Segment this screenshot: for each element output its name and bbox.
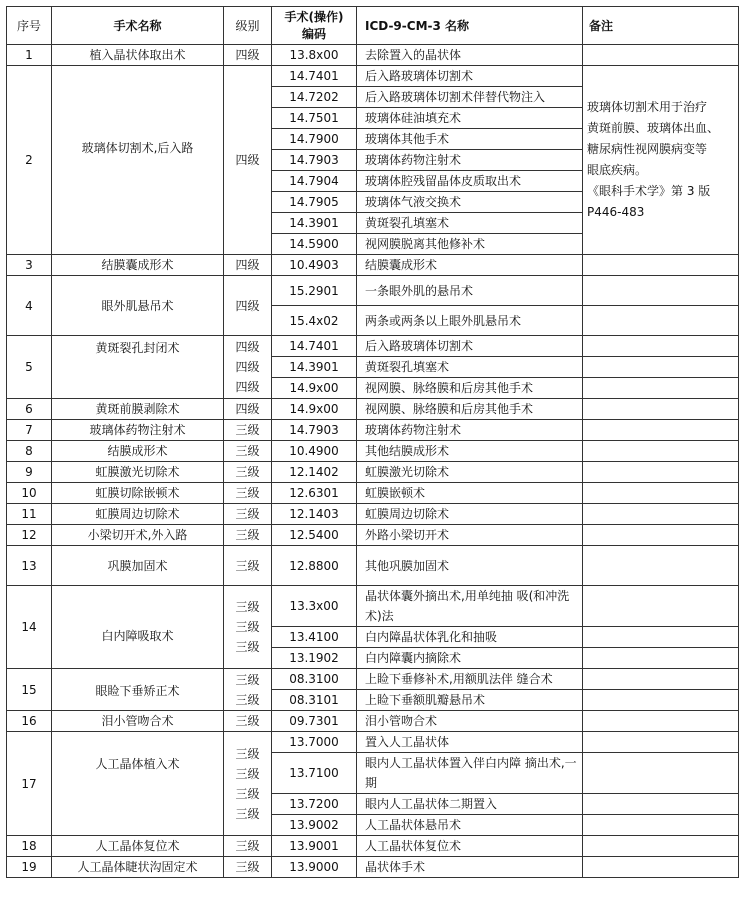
cell-level bbox=[224, 399, 272, 420]
cell-no: 17 bbox=[7, 732, 52, 836]
cell-surgery-name: 眼睑下垂矫正术 bbox=[52, 669, 224, 711]
cell-icd-name: 人工晶状体悬吊术 bbox=[357, 815, 583, 836]
cell-surgery-name: 虹膜切除嵌顿术 bbox=[52, 483, 224, 504]
cell-no: 16 bbox=[7, 711, 52, 732]
cell-note-empty bbox=[583, 276, 739, 306]
table-row bbox=[7, 857, 739, 878]
cell-note-empty bbox=[583, 753, 739, 794]
cell-icd-name: 人工晶状体复位术 bbox=[357, 836, 583, 857]
cell-surgery-name: 玻璃体药物注射术 bbox=[52, 420, 224, 441]
cell-note-empty bbox=[583, 815, 739, 836]
header-level: 级别 bbox=[224, 7, 272, 45]
header-icd: ICD-9-CM-3 名称 bbox=[357, 7, 583, 45]
cell-note-empty bbox=[583, 357, 739, 378]
level-text: 三级 bbox=[235, 692, 260, 707]
cell-surgery-name: 白内障吸取术 bbox=[52, 586, 224, 669]
cell-note-empty bbox=[583, 45, 739, 66]
cell-icd-name: 外路小梁切开术 bbox=[357, 525, 583, 546]
cell-surgery-name: 人工晶体复位术 bbox=[52, 836, 224, 857]
cell-code: 12.1402 bbox=[272, 462, 357, 483]
note-line: 眼底疾病。 bbox=[587, 163, 648, 177]
cell-no: 5 bbox=[7, 336, 52, 399]
cell-surgery-name: 黄斑裂孔封闭术 bbox=[52, 336, 224, 399]
level-text: 三级 bbox=[235, 465, 260, 479]
cell-icd-name: 视网膜、脉络膜和后房其他手术 bbox=[357, 399, 583, 420]
cell-code: 14.7401 bbox=[272, 336, 357, 357]
cell-icd-name: 白内障晶状体乳化和抽吸 bbox=[357, 627, 583, 648]
cell-note bbox=[583, 66, 739, 255]
level-text: 三级 bbox=[235, 486, 260, 500]
table-row bbox=[7, 255, 739, 276]
table-row bbox=[7, 669, 739, 690]
cell-icd-name: 玻璃体药物注射术 bbox=[357, 150, 583, 171]
level-text: 三级 bbox=[235, 640, 260, 654]
cell-note-empty bbox=[583, 399, 739, 420]
cell-note-empty bbox=[583, 546, 739, 586]
table-row bbox=[7, 732, 739, 753]
cell-note-empty bbox=[583, 648, 739, 669]
cell-code: 14.7903 bbox=[272, 420, 357, 441]
cell-note-empty bbox=[583, 483, 739, 504]
cell-icd-name: 后入路玻璃体切割术 bbox=[357, 66, 583, 87]
table-body bbox=[7, 45, 739, 878]
cell-note-empty bbox=[583, 306, 739, 336]
level-text: 三级 bbox=[235, 714, 260, 728]
header-code-line2: 编码 bbox=[301, 26, 326, 41]
cell-level bbox=[224, 441, 272, 462]
cell-level bbox=[224, 711, 272, 732]
cell-code: 13.3x00 bbox=[272, 586, 357, 627]
cell-no: 2 bbox=[7, 66, 52, 255]
cell-code: 13.7000 bbox=[272, 732, 357, 753]
cell-code: 09.7301 bbox=[272, 711, 357, 732]
cell-level bbox=[224, 732, 272, 836]
cell-note-empty bbox=[583, 504, 739, 525]
cell-note-empty bbox=[583, 378, 739, 399]
cell-code: 13.1902 bbox=[272, 648, 357, 669]
cell-code: 14.3901 bbox=[272, 357, 357, 378]
cell-level bbox=[224, 462, 272, 483]
cell-code: 14.9x00 bbox=[272, 399, 357, 420]
cell-icd-name: 玻璃体硅油填充术 bbox=[357, 108, 583, 129]
table-row bbox=[7, 420, 739, 441]
table-row bbox=[7, 66, 739, 87]
cell-no: 14 bbox=[7, 586, 52, 669]
cell-icd-name: 虹膜周边切除术 bbox=[357, 504, 583, 525]
cell-note-empty bbox=[583, 627, 739, 648]
cell-code: 14.7501 bbox=[272, 108, 357, 129]
cell-surgery-name: 虹膜周边切除术 bbox=[52, 504, 224, 525]
cell-code: 14.7401 bbox=[272, 66, 357, 87]
cell-note-empty bbox=[583, 525, 739, 546]
level-text: 三级 bbox=[235, 806, 260, 821]
cell-icd-name: 晶状体手术 bbox=[357, 857, 583, 878]
cell-note-empty bbox=[583, 462, 739, 483]
level-text: 三级 bbox=[235, 444, 260, 458]
cell-surgery-name: 泪小管吻合术 bbox=[52, 711, 224, 732]
level-text: 三级 bbox=[235, 558, 260, 573]
cell-no: 13 bbox=[7, 546, 52, 586]
level-text: 四级 bbox=[235, 360, 260, 374]
table-row bbox=[7, 483, 739, 504]
cell-code: 14.7904 bbox=[272, 171, 357, 192]
cell-level bbox=[224, 483, 272, 504]
cell-no: 10 bbox=[7, 483, 52, 504]
cell-note-empty bbox=[583, 732, 739, 753]
level-text: 四级 bbox=[235, 380, 260, 394]
level-text: 三级 bbox=[235, 786, 260, 801]
note-line: 糖尿病性视网膜病变等 bbox=[587, 142, 708, 156]
cell-code: 13.9000 bbox=[272, 857, 357, 878]
cell-level bbox=[224, 255, 272, 276]
cell-no: 12 bbox=[7, 525, 52, 546]
cell-code: 13.7200 bbox=[272, 794, 357, 815]
table-row bbox=[7, 399, 739, 420]
cell-surgery-name: 人工晶体睫状沟固定术 bbox=[52, 857, 224, 878]
cell-icd-name: 虹膜激光切除术 bbox=[357, 462, 583, 483]
cell-icd-name: 视网膜脱离其他修补术 bbox=[357, 234, 583, 255]
cell-code: 12.8800 bbox=[272, 546, 357, 586]
cell-icd-name: 白内障囊内摘除术 bbox=[357, 648, 583, 669]
level-text: 三级 bbox=[235, 839, 260, 853]
cell-no: 18 bbox=[7, 836, 52, 857]
cell-icd-name: 后入路玻璃体切割术 bbox=[357, 336, 583, 357]
cell-level bbox=[224, 546, 272, 586]
cell-no: 3 bbox=[7, 255, 52, 276]
table-row bbox=[7, 276, 739, 306]
cell-surgery-name: 结膜成形术 bbox=[52, 441, 224, 462]
cell-icd-name: 置入人工晶状体 bbox=[357, 732, 583, 753]
cell-code: 13.7100 bbox=[272, 753, 357, 794]
cell-note-empty bbox=[583, 836, 739, 857]
cell-code: 13.8x00 bbox=[272, 45, 357, 66]
table-row bbox=[7, 462, 739, 483]
level-text: 三级 bbox=[235, 423, 260, 437]
cell-note-empty bbox=[583, 690, 739, 711]
cell-icd-name: 眼内人工晶状体二期置入 bbox=[357, 794, 583, 815]
cell-icd-name: 结膜囊成形术 bbox=[357, 255, 583, 276]
cell-level bbox=[224, 276, 272, 336]
cell-code: 14.7900 bbox=[272, 129, 357, 150]
cell-icd-name: 泪小管吻合术 bbox=[357, 711, 583, 732]
cell-icd-name: 其他结膜成形术 bbox=[357, 441, 583, 462]
table-row bbox=[7, 546, 739, 586]
cell-level bbox=[224, 525, 272, 546]
cell-note-empty bbox=[583, 669, 739, 690]
cell-code: 15.2901 bbox=[272, 276, 357, 306]
table-row bbox=[7, 836, 739, 857]
cell-surgery-name: 虹膜激光切除术 bbox=[52, 462, 224, 483]
cell-code: 12.5400 bbox=[272, 525, 357, 546]
header-code bbox=[272, 7, 357, 45]
header-name: 手术名称 bbox=[52, 7, 224, 45]
cell-icd-name: 视网膜、脉络膜和后房其他手术 bbox=[357, 378, 583, 399]
cell-code: 08.3101 bbox=[272, 690, 357, 711]
cell-code: 13.9001 bbox=[272, 836, 357, 857]
cell-surgery-name: 小梁切开术,外入路 bbox=[52, 525, 224, 546]
note-line: P446-483 bbox=[587, 205, 645, 219]
cell-code: 10.4900 bbox=[272, 441, 357, 462]
cell-code: 14.7903 bbox=[272, 150, 357, 171]
cell-surgery-name: 黄斑前膜剥除术 bbox=[52, 399, 224, 420]
cell-no: 8 bbox=[7, 441, 52, 462]
cell-note-empty bbox=[583, 857, 739, 878]
level-text: 四级 bbox=[235, 340, 260, 354]
header-code-line1: 手术(操作) bbox=[284, 9, 344, 24]
cell-surgery-name: 结膜囊成形术 bbox=[52, 255, 224, 276]
level-text: 四级 bbox=[235, 48, 260, 62]
level-text: 四级 bbox=[235, 402, 260, 416]
cell-note-empty bbox=[583, 711, 739, 732]
level-text: 四级 bbox=[235, 298, 260, 313]
level-text: 三级 bbox=[235, 620, 260, 634]
cell-level bbox=[224, 336, 272, 399]
cell-no: 6 bbox=[7, 399, 52, 420]
level-text: 四级 bbox=[235, 258, 260, 272]
cell-no: 15 bbox=[7, 669, 52, 711]
cell-note-empty bbox=[583, 586, 739, 627]
cell-no: 11 bbox=[7, 504, 52, 525]
level-text: 三级 bbox=[235, 766, 260, 781]
cell-no: 7 bbox=[7, 420, 52, 441]
note-line: 玻璃体切割术用于治疗 bbox=[587, 100, 708, 114]
cell-code: 14.9x00 bbox=[272, 378, 357, 399]
cell-code: 10.4903 bbox=[272, 255, 357, 276]
cell-no: 19 bbox=[7, 857, 52, 878]
cell-surgery-name: 巩膜加固术 bbox=[52, 546, 224, 586]
level-text: 三级 bbox=[235, 600, 260, 614]
cell-icd-name: 玻璃体腔残留晶体皮质取出术 bbox=[357, 171, 583, 192]
cell-no: 1 bbox=[7, 45, 52, 66]
cell-note-empty bbox=[583, 255, 739, 276]
level-text: 三级 bbox=[235, 860, 260, 874]
cell-level bbox=[224, 586, 272, 669]
level-text: 三级 bbox=[235, 507, 260, 521]
cell-note-empty bbox=[583, 336, 739, 357]
note-line: 黄斑前膜、玻璃体出血、 bbox=[587, 121, 720, 135]
cell-icd-name: 其他巩膜加固术 bbox=[357, 546, 583, 586]
cell-level bbox=[224, 504, 272, 525]
cell-icd-name: 黄斑裂孔填塞术 bbox=[357, 213, 583, 234]
cell-icd-name: 去除置入的晶状体 bbox=[357, 45, 583, 66]
cell-code: 14.5900 bbox=[272, 234, 357, 255]
table-row bbox=[7, 586, 739, 627]
cell-icd-name: 后入路玻璃体切割术伴替代物注入 bbox=[357, 87, 583, 108]
cell-surgery-name: 玻璃体切割术,后入路 bbox=[52, 66, 224, 255]
cell-icd-name: 玻璃体其他手术 bbox=[357, 129, 583, 150]
cell-note-empty bbox=[583, 794, 739, 815]
cell-code: 08.3100 bbox=[272, 669, 357, 690]
surgery-table bbox=[6, 6, 739, 878]
cell-icd-name: 黄斑裂孔填塞术 bbox=[357, 357, 583, 378]
header-note: 备注 bbox=[583, 7, 739, 45]
cell-icd-name: 上睑下垂修补术,用额肌法伴 缝合术 bbox=[357, 669, 583, 690]
cell-surgery-name: 人工晶体植入术 bbox=[52, 732, 224, 836]
cell-code: 13.9002 bbox=[272, 815, 357, 836]
cell-code: 12.1403 bbox=[272, 504, 357, 525]
cell-code: 14.7905 bbox=[272, 192, 357, 213]
cell-icd-name: 玻璃体气液交换术 bbox=[357, 192, 583, 213]
cell-icd-name: 晶状体囊外摘出术,用单纯抽 吸(和冲洗术)法 bbox=[357, 586, 583, 627]
note-line: 《眼科手术学》第 3 版 bbox=[587, 184, 711, 198]
cell-icd-name: 上睑下垂额肌瓣悬吊术 bbox=[357, 690, 583, 711]
cell-icd-name: 虹膜嵌顿术 bbox=[357, 483, 583, 504]
cell-icd-name: 两条或两条以上眼外肌悬吊术 bbox=[357, 306, 583, 336]
cell-no: 4 bbox=[7, 276, 52, 336]
cell-note-empty bbox=[583, 441, 739, 462]
cell-level bbox=[224, 420, 272, 441]
cell-code: 15.4x02 bbox=[272, 306, 357, 336]
level-text: 三级 bbox=[235, 528, 260, 542]
cell-level bbox=[224, 836, 272, 857]
table-row bbox=[7, 525, 739, 546]
cell-surgery-name: 植入晶状体取出术 bbox=[52, 45, 224, 66]
cell-icd-name: 玻璃体药物注射术 bbox=[357, 420, 583, 441]
cell-code: 13.4100 bbox=[272, 627, 357, 648]
cell-level bbox=[224, 45, 272, 66]
table-row bbox=[7, 441, 739, 462]
cell-note-empty bbox=[583, 420, 739, 441]
header-no: 序号 bbox=[7, 7, 52, 45]
cell-code: 14.3901 bbox=[272, 213, 357, 234]
table-row bbox=[7, 711, 739, 732]
cell-no: 9 bbox=[7, 462, 52, 483]
cell-level bbox=[224, 669, 272, 711]
table-row bbox=[7, 45, 739, 66]
table-row bbox=[7, 336, 739, 357]
header-row bbox=[7, 7, 739, 45]
cell-code: 12.6301 bbox=[272, 483, 357, 504]
cell-icd-name: 眼内人工晶状体置入伴白内障 摘出术,一期 bbox=[357, 753, 583, 794]
level-text: 三级 bbox=[235, 746, 260, 761]
level-text: 四级 bbox=[235, 153, 260, 167]
cell-surgery-name: 眼外肌悬吊术 bbox=[52, 276, 224, 336]
cell-code: 14.7202 bbox=[272, 87, 357, 108]
cell-level bbox=[224, 66, 272, 255]
cell-level bbox=[224, 857, 272, 878]
table-row bbox=[7, 504, 739, 525]
level-text: 三级 bbox=[235, 672, 260, 687]
cell-icd-name: 一条眼外肌的悬吊术 bbox=[357, 276, 583, 306]
